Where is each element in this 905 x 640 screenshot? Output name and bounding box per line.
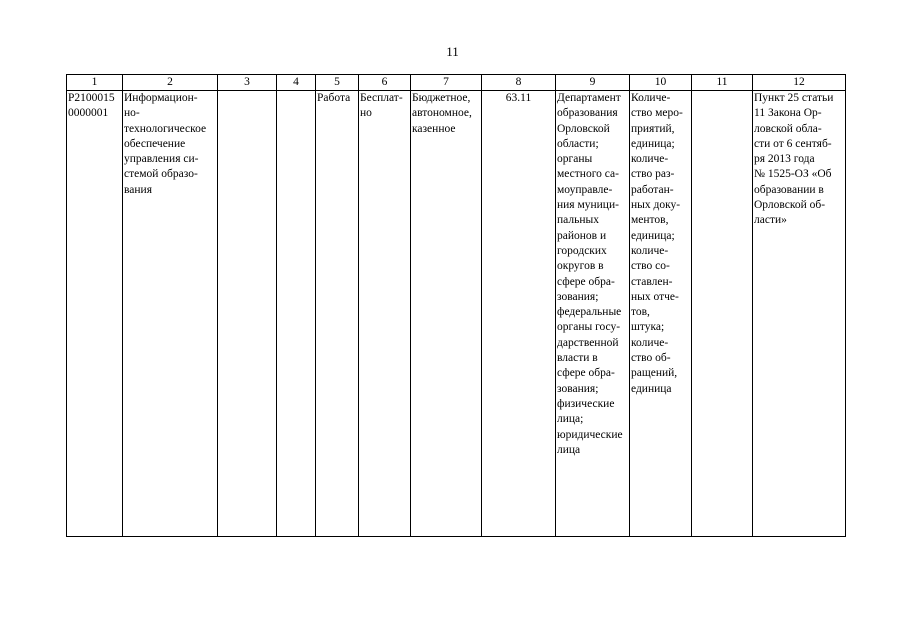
page-number: 11 bbox=[446, 44, 459, 59]
column-header-8: 8 bbox=[482, 75, 556, 91]
column-header-10: 10 bbox=[630, 75, 692, 91]
cell-col-3 bbox=[218, 91, 277, 537]
service-name-text: Информацион- но- технологическое обеспечение управления си- стемой образо- вания bbox=[124, 92, 207, 196]
column-header-9: 9 bbox=[556, 75, 630, 91]
payment-type-text: Бесплат- но bbox=[360, 92, 403, 120]
header-row bbox=[67, 75, 846, 91]
column-header-11: 11 bbox=[692, 75, 753, 91]
service-type-text: Работа bbox=[317, 92, 351, 104]
consumers-text: Департамент образования Орловской области; органы местного са- моуправле- ния муници- пальных районов и городских округов в сфере обра- зования; федеральные органы госу- дарственной власти в сфере обра- зования; физические лица; юридические лица bbox=[557, 92, 623, 456]
cell-payment-type bbox=[359, 91, 411, 537]
okved-code-text: 63.11 bbox=[505, 92, 532, 104]
column-header-4: 4 bbox=[277, 75, 316, 91]
column-header-5: 5 bbox=[316, 75, 359, 91]
cell-legal-basis bbox=[753, 91, 846, 537]
column-header-1: 1 bbox=[67, 75, 123, 91]
cell-service-type bbox=[316, 91, 359, 537]
services-table bbox=[66, 74, 846, 537]
column-header-7: 7 bbox=[411, 75, 482, 91]
indicators-text: Количе- ство меро- приятий, единица; количе- ство раз- работан- ных доку- ментов, единица; количе- ство со- ставлен- ных отче- тов, штука; количе- ство об- ращений, единица bbox=[631, 92, 683, 395]
institution-type-text: Бюджетное, автономное, казенное bbox=[412, 92, 472, 135]
cell-col-11 bbox=[692, 91, 753, 537]
cell-registry-number bbox=[67, 91, 123, 537]
legal-basis-text: Пункт 25 статьи 11 Закона Ор- ловской обла- сти от 6 сентяб- ря 2013 года № 1525-ОЗ «Об образовании в Орловской об- ласти» bbox=[754, 92, 834, 227]
cell-consumers bbox=[556, 91, 630, 537]
column-header-2: 2 bbox=[123, 75, 218, 91]
cell-okved-code bbox=[482, 91, 556, 537]
registry-number-text: Р2100015 0000001 bbox=[68, 92, 115, 120]
cell-institution-type bbox=[411, 91, 482, 537]
column-header-3: 3 bbox=[218, 75, 277, 91]
column-header-12: 12 bbox=[753, 75, 846, 91]
cell-indicators bbox=[630, 91, 692, 537]
table-row bbox=[67, 91, 846, 537]
column-header-6: 6 bbox=[359, 75, 411, 91]
cell-service-name bbox=[123, 91, 218, 537]
cell-col-4 bbox=[277, 91, 316, 537]
